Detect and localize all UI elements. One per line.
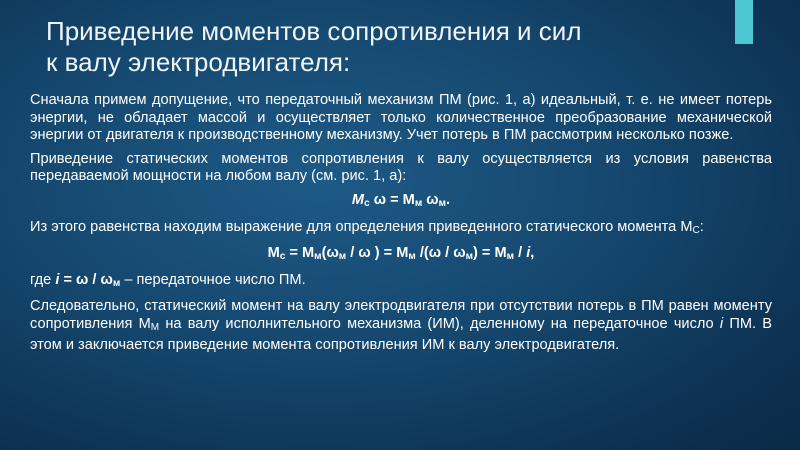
- derivation-subscript: C: [692, 224, 700, 236]
- formula-token: ) = M: [473, 245, 507, 262]
- formula-subscript: м: [314, 251, 322, 263]
- title-line-1: Приведение моментов сопротивления и сил: [46, 16, 582, 46]
- paragraph-derivation: [30, 219, 772, 240]
- conclusion-text-1: Следовательно, статический момент на валу электродвигателя при отсутствии потерь в ПМ равен моменту сопротивления M: [30, 298, 772, 332]
- conclusion-text-2: на валу исполнительного механизма (ИМ), деленному на передаточное число: [159, 315, 720, 332]
- formula-token: = M: [285, 245, 315, 262]
- gear-ratio-subscript: м: [112, 277, 121, 289]
- formula-token: /: [514, 245, 527, 262]
- gear-ratio-symbol: i: [55, 271, 60, 288]
- formula-subscript: м: [408, 251, 416, 263]
- formula-token: /(ω / ω: [415, 245, 466, 262]
- slide-title: [46, 16, 706, 78]
- conclusion-symbol: i: [719, 315, 724, 332]
- formula-subscript: м: [465, 251, 473, 263]
- gear-ratio-pre: где: [30, 271, 56, 288]
- accent-bar: [735, 0, 753, 44]
- formula-power-balance: [30, 192, 772, 213]
- formula-token: M: [351, 191, 365, 208]
- formula-token: ω = M: [369, 191, 415, 208]
- formula-subscript: м: [414, 197, 423, 209]
- derivation-end: :: [699, 218, 704, 235]
- gear-ratio-post: – передаточное число ПМ.: [120, 271, 306, 288]
- formula-token: / ω ) = M: [346, 245, 409, 262]
- formula-token: .: [446, 191, 451, 208]
- formula-subscript: c: [279, 251, 286, 263]
- gear-ratio-expr: = ω / ω: [59, 271, 113, 288]
- formula-reduced-moment: [30, 245, 772, 266]
- formula-subscript: м: [506, 251, 515, 263]
- formula-subscript: c: [364, 197, 370, 209]
- formula-token: M: [267, 245, 280, 262]
- formula-subscript: м: [438, 197, 447, 209]
- derivation-text: Из этого равенства находим выражение для определения приведенного статического момента M: [30, 218, 693, 235]
- slide-body: [30, 92, 772, 360]
- title-line-2: к валу электродвигателя:: [46, 47, 351, 77]
- formula-token: i: [526, 245, 531, 262]
- formula-token: (ω: [321, 245, 339, 262]
- conclusion-subscript: М: [150, 321, 160, 333]
- formula-token: ,: [530, 245, 535, 262]
- paragraph-gear-ratio: [30, 272, 772, 293]
- formula-subscript: м: [338, 251, 347, 263]
- formula-token: ω: [422, 191, 439, 208]
- paragraph-assumption: Сначала примем допущение, что передаточный механизм ПМ (рис. 1, а) идеальный, т. е. не имеет потерь энергии, не обладает массой и осуществляет только количественное преобразование механической энергии от двигателя к производственному механизму. Учет потерь в ПМ рассмотрим несколько позже.: [30, 92, 772, 144]
- paragraph-conclusion: [30, 298, 772, 354]
- conclusion-text-3: ПМ. В этом и заключается приведение момента сопротивления ИМ к валу электродвигателя.: [30, 315, 772, 353]
- paragraph-static-moments: Приведение статических моментов сопротивления к валу осуществляется из условия равенства передаваемой мощности на любом валу (см. рис. 1, а):: [30, 150, 772, 185]
